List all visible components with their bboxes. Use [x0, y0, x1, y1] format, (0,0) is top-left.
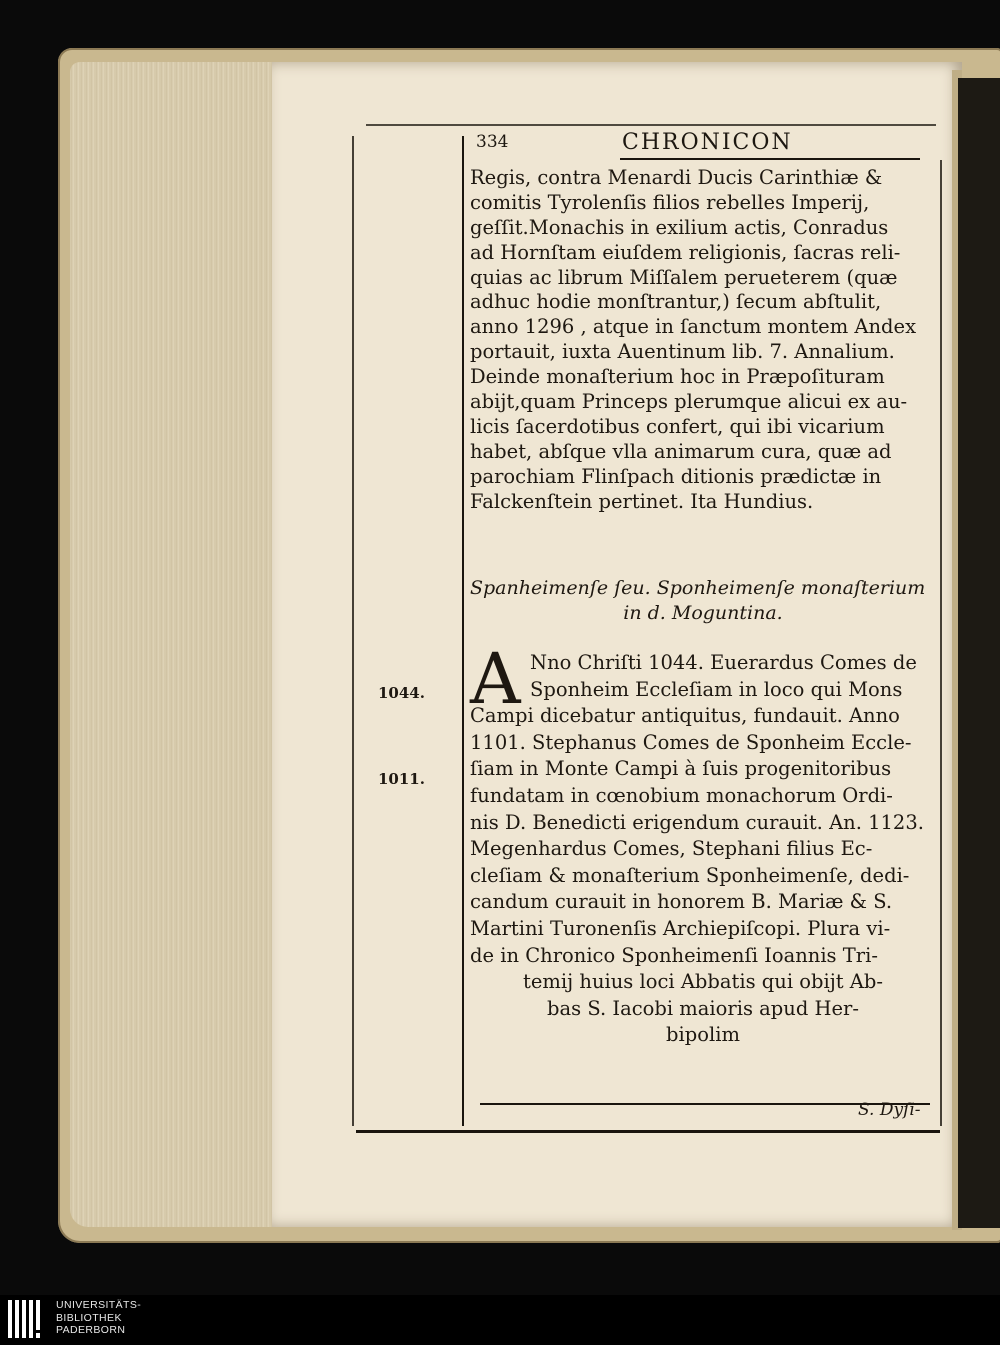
text-line: cleſiam & monaſterium Sponheimenſe, dedi- [470, 863, 910, 887]
text-line: nis D. Benedicti erigendum curauit. An. 1123. [470, 810, 924, 834]
text-line: parochiam Flinſpach ditionis prædictæ in [470, 464, 882, 488]
text-line: portauit, iuxta Auentinum lib. 7. Annalium. [470, 340, 895, 364]
library-logo-text [56, 1299, 141, 1337]
running-title: CHRONICON [622, 130, 793, 155]
text-line: Megenhardus Comes, Stephani filius Ec- [470, 837, 873, 861]
text-line: Sponheim Eccleſiam in loco qui Mons [530, 677, 903, 701]
library-logo-icon [8, 1300, 48, 1338]
text-line: quias ac librum Miſſalem perueterem (quæ [470, 265, 898, 289]
text-line: Martini Turonenſis Archiepiſcopi. Plura vi- [470, 916, 891, 940]
text-right-rule [940, 160, 942, 1126]
text-line: temij huius loci Abbatis qui obijt Ab- [523, 970, 883, 994]
section-heading-line-2: in d. Moguntina. [623, 602, 783, 624]
text-line: bipolim [666, 1023, 740, 1047]
text-line: 1101. Stephanus Comes de Sponheim Eccle- [470, 730, 912, 754]
bottom-rule [356, 1130, 940, 1133]
text-line: ad Hornſtam eiuſdem religionis, ſacras reli- [470, 240, 901, 264]
running-head [470, 124, 940, 160]
page-edges [70, 62, 280, 1227]
text-line: Regis, contra Menardi Ducis Carinthiæ & [470, 166, 883, 189]
text-line: adhuc hodie monſtrantur,) ſecum abſtulit, [470, 290, 882, 314]
margin-note-1011: 1011. [378, 770, 425, 788]
logo-line-1: UNIVERSITÄTS- [56, 1299, 142, 1311]
body-text-part-2 [470, 650, 936, 1049]
text-line: Campi dicebatur antiquitus, fundauit. Anno [470, 704, 900, 728]
margin-note-1044: 1044. [378, 684, 425, 702]
text-line: Falckenſtein pertinet. Ita Hundius. [470, 489, 814, 513]
section-heading [470, 576, 936, 626]
text-line: Deinde monaſterium hoc in Præpoſituram [470, 365, 885, 389]
text-line: anno 1296 , atque in ſanctum montem Andex [470, 315, 917, 339]
outer-left-rule [352, 136, 354, 1126]
text-line: de in Chronico Sponheimenſi Ioannis Tri- [470, 943, 878, 967]
body-text-part-1 [470, 166, 936, 514]
footer-bar [0, 1295, 1000, 1345]
text-line: candum curauit in honorem B. Mariæ & S. [470, 890, 893, 914]
text-line: ſiam in Monte Campi à ſuis progenitoribus [470, 757, 892, 781]
text-line: geſſit.Monachis in exilium actis, Conradus [470, 215, 889, 239]
page-number: 334 [476, 132, 509, 152]
logo-line-2: BIBLIOTHEK [56, 1311, 122, 1324]
text-line: licis ſacerdotibus confert, qui ibi vicarium [470, 414, 885, 438]
catchword: S. Dyſi- [858, 1100, 921, 1120]
text-line: bas S. Iacobi maioris apud Her- [547, 996, 859, 1020]
text-line: abijt,quam Princeps plerumque alicui ex au- [470, 390, 908, 414]
text-left-rule [462, 136, 464, 1126]
section-heading-line-1: Spanheimenſe ſeu. Sponheimenſe monaſterium [470, 577, 926, 599]
text-line: comitis Tyrolenſis filios rebelles Imperij, [470, 190, 870, 214]
drop-cap-initial: A [470, 638, 521, 720]
facing-page-shadow [958, 78, 1000, 1228]
text-line: Nno Chriſti 1044. Euerardus Comes de [530, 651, 917, 674]
logo-line-3: PADERBORN [56, 1324, 126, 1336]
text-line: fundatam in cœnobium monachorum Ordi- [470, 783, 893, 807]
text-line: habet, abſque vlla animarum cura, quæ ad [470, 439, 892, 463]
